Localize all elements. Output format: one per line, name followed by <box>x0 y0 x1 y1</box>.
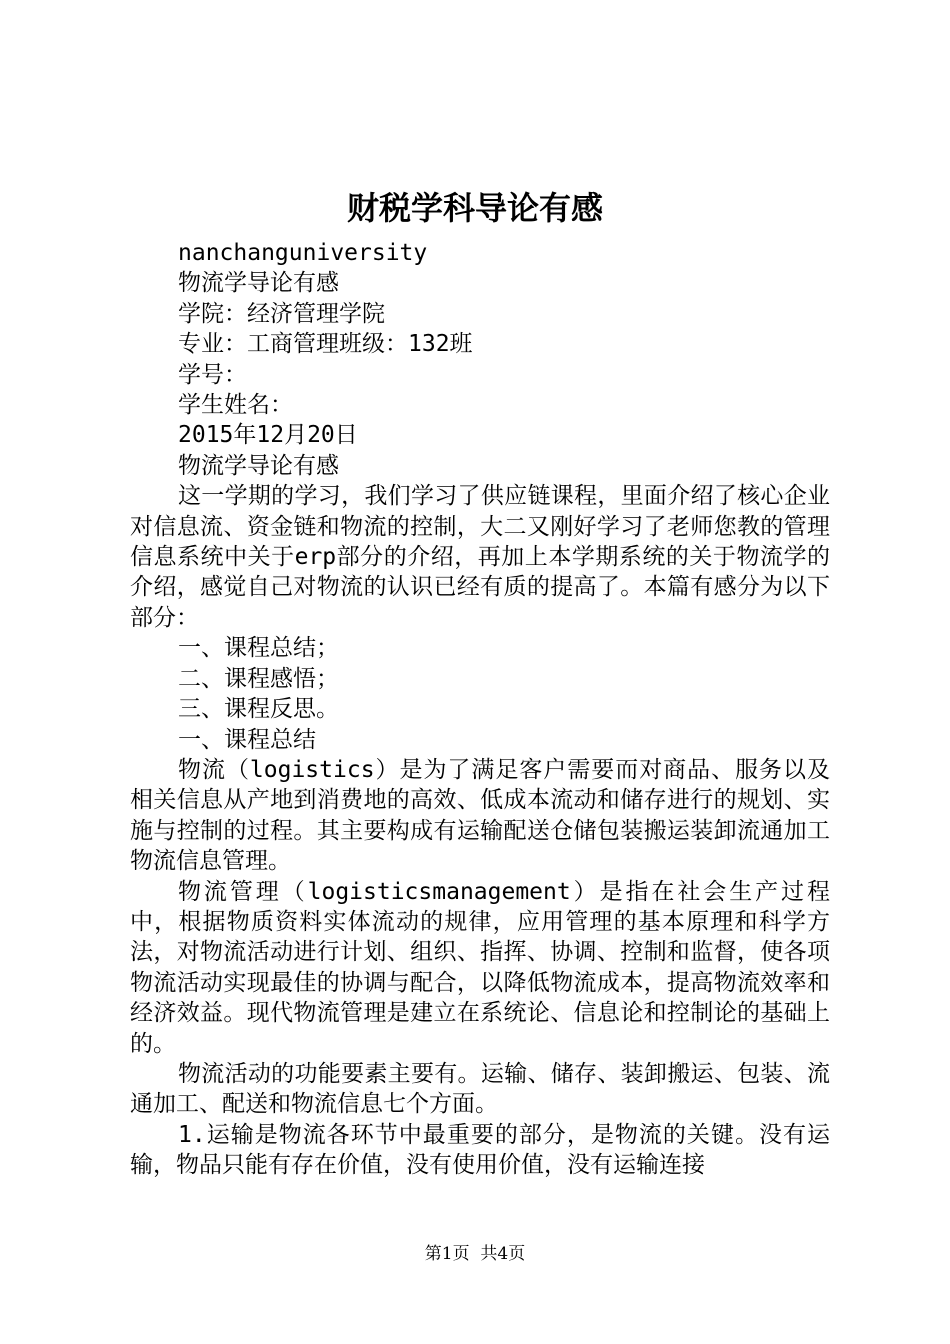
document-body <box>130 238 830 1181</box>
paragraph-major-class: 专业：工商管理班级：132班 <box>178 331 473 358</box>
paragraph-student-name: 学生姓名： <box>178 392 293 419</box>
paragraph-university: nanchanguniversity <box>178 240 428 266</box>
paragraph-outline-3: 三、课程反思。 <box>178 696 339 723</box>
page-number: 第1页 <box>424 1244 470 1264</box>
paragraph-heading: 物流学导论有感 <box>178 452 339 479</box>
paragraph-outline-2: 二、课程感悟； <box>178 665 339 692</box>
paragraph-student-id: 学号： <box>178 361 247 388</box>
footer-gap <box>470 1244 481 1264</box>
paragraph-functional-elements: 物流活动的功能要素主要有。运输、储存、装卸搬运、包装、流通加工、配送和物流信息七个方面。 <box>130 1060 830 1118</box>
document-title: 财税学科导论有感 <box>346 189 603 227</box>
paragraph-outline-1: 一、课程总结； <box>178 635 339 662</box>
paragraph-logistics-definition: 物流（logistics）是为了满足客户需要而对商品、服务以及相关信息从产地到消费地的高效、低成本流动和储存进行的规划、实施与控制的过程。其主要构成有运输配送仓储包装搬运装卸流通加工物流信息管理。 <box>130 756 830 875</box>
paragraph-logistics-management: 物流管理（logisticsmanagement）是指在社会生产过程中，根据物质资料实体流动的规律，应用管理的基本原理和科学方法，对物流活动进行计划、组织、指挥、协调、控制和监督，使各项物流活动实现最佳的协调与配合，以降低物流成本，提高物流效率和经济效益。现代物流管理是建立在系统论、信息论和控制论的基础上的。 <box>130 878 830 1057</box>
paragraph-transport: 1.运输是物流各环节中最重要的部分，是物流的关键。没有运输，物品只能有存在价值，没有使用价值，没有运输连接 <box>130 1121 830 1179</box>
section-heading-summary: 一、课程总结 <box>178 726 316 753</box>
page-footer <box>0 1242 950 1266</box>
page-total: 共4页 <box>480 1244 526 1264</box>
paragraph-college: 学院：经济管理学院 <box>178 300 385 327</box>
paragraph-intro: 这一学期的学习，我们学习了供应链课程，里面介绍了核心企业对信息流、资金链和物流的控制，大二又刚好学习了老师您教的管理信息系统中关于erp部分的介绍，再加上本学期系统的关于物流学的介绍，感觉自己对物流的认识已经有质的提高了。本篇有感分为以下部分： <box>130 483 830 631</box>
paragraph-date: 2015年12月20日 <box>178 422 358 449</box>
paragraph-subtitle: 物流学导论有感 <box>178 270 339 297</box>
